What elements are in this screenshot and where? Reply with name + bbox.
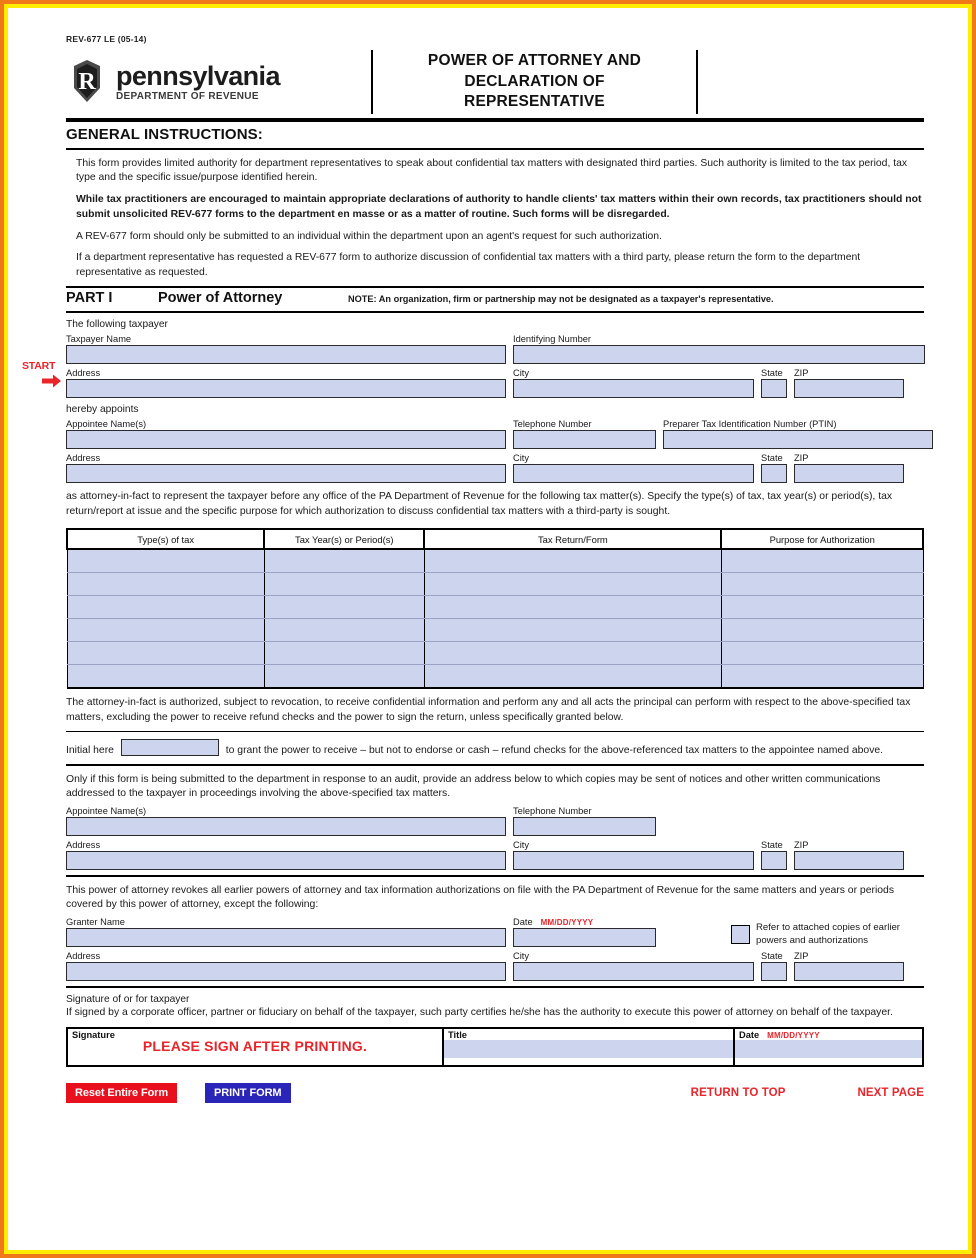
granter-address-row — [66, 951, 924, 981]
form-code: REV-677 LE (05-14) — [66, 34, 147, 44]
signature-date-input[interactable] — [735, 1040, 922, 1058]
cell-purpose[interactable] — [721, 573, 923, 596]
granter-date-format: MM/DD/YYYY — [540, 918, 594, 928]
appointee-telephone-label: Telephone Number — [513, 418, 592, 429]
audit-zip-input[interactable] — [794, 851, 904, 870]
granter-address-label: Address — [66, 951, 101, 962]
form-title — [371, 50, 698, 114]
signature-top-rule — [66, 986, 924, 988]
refer-attached-checkbox[interactable] — [731, 925, 750, 944]
granter-state-field — [761, 951, 787, 981]
audit-name-row — [66, 806, 924, 836]
taxpayer-zip-input[interactable] — [794, 379, 904, 398]
audit-appointee-name-label: Appointee Name(s) — [66, 806, 147, 817]
agency-logo — [66, 50, 371, 114]
print-form-button[interactable]: PRINT FORM — [205, 1083, 290, 1103]
appointee-address-row — [66, 453, 924, 483]
title-label: Title — [448, 1030, 467, 1041]
initial-section — [20, 739, 956, 759]
audit-address-field — [66, 840, 506, 870]
appointee-state-label: State — [761, 452, 783, 463]
cell-purpose[interactable] — [721, 619, 923, 642]
cell-tax-year[interactable] — [264, 549, 424, 573]
appointee-ptin-input[interactable] — [663, 430, 933, 449]
granter-city-label: City — [513, 951, 530, 962]
form-header — [20, 50, 956, 114]
refer-attached-checkbox-group — [731, 922, 924, 947]
appointee-state-input[interactable] — [761, 464, 787, 483]
part1-bottom-rule — [66, 311, 924, 313]
granter-date-field — [513, 917, 656, 947]
taxpayer-lead-in: The following taxpayer — [66, 318, 168, 330]
audit-address-label: Address — [66, 840, 101, 851]
table-header-row — [67, 529, 923, 549]
table-row — [67, 573, 923, 596]
audit-zip-field — [794, 840, 904, 870]
return-to-top-link[interactable]: RETURN TO TOP — [690, 1087, 786, 1100]
cell-purpose[interactable] — [721, 665, 923, 689]
start-marker — [20, 360, 66, 393]
taxpayer-identifying-number-field — [513, 334, 925, 364]
audit-telephone-field — [513, 806, 656, 836]
taxpayer-address-input[interactable] — [66, 379, 506, 398]
instruction-paragraph: If a department representative has requested a REV-677 form to authorize discussion of confidential tax matters with a third party, please return the form to the department representative as requested. — [76, 252, 861, 279]
column-header-tax-return-form: Tax Return/Form — [424, 529, 721, 549]
appointee-address-label: Address — [66, 452, 101, 463]
cell-tax-year[interactable] — [264, 596, 424, 619]
taxpayer-identifying-number-label: Identifying Number — [513, 333, 592, 344]
svg-text:R: R — [78, 69, 96, 95]
cell-tax-year[interactable] — [264, 619, 424, 642]
part1-section — [20, 290, 956, 306]
taxpayer-name-field — [66, 334, 506, 364]
appointee-zip-label: ZIP — [794, 452, 809, 463]
pa-keystone-icon — [66, 60, 108, 104]
taxpayer-state-label: State — [761, 367, 783, 378]
appointee-address-field — [66, 453, 506, 483]
page-inner-border — [4, 4, 972, 1254]
appointee-name-input[interactable] — [66, 430, 506, 449]
taxpayer-address-field — [66, 368, 506, 398]
audit-instruction: Only if this form is being submitted to the department in response to an audit, provide an address below to which copies may be sent of notices and other written communications addressed to the taxpayer in proceedings involving the above-specified tax matters. — [66, 773, 881, 800]
revokes-top-rule — [66, 875, 924, 877]
signature-row — [67, 1028, 923, 1066]
revokes-text: This power of attorney revokes all earlier powers of attorney and tax information authorizations on file with the PA Department of Revenue for the same matters and years or periods covered by this power of attorney, except the following: — [66, 884, 895, 911]
granter-name-label: Granter Name — [66, 917, 125, 928]
taxpayer-state-field — [761, 368, 787, 398]
granter-zip-label: ZIP — [794, 951, 809, 962]
audit-city-label: City — [513, 840, 530, 851]
granter-city-field — [513, 951, 754, 981]
taxpayer-identifying-number-input[interactable] — [513, 345, 925, 364]
cell-tax-year[interactable] — [264, 665, 424, 689]
audit-address-input[interactable] — [66, 851, 506, 870]
cell-purpose[interactable] — [721, 596, 923, 619]
taxpayer-city-label: City — [513, 367, 530, 378]
initial-here-input[interactable] — [121, 739, 219, 756]
instruction-paragraph: While tax practitioners are encouraged to maintain appropriate declarations of authority to handle clients' tax matters within their own records, tax practitioners should not submit unsolicited REV-677 forms to the department en masse or as a matter of routine. Such forms will be disregarded. — [76, 194, 922, 220]
granter-name-row — [66, 917, 924, 947]
general-instructions-heading: GENERAL INSTRUCTIONS: — [66, 126, 263, 143]
audit-top-rule — [66, 764, 924, 766]
taxpayer-address-row — [66, 368, 924, 398]
column-header-tax-year: Tax Year(s) or Period(s) — [264, 529, 424, 549]
cell-tax-year[interactable] — [264, 642, 424, 665]
part1-name: Power of Attorney — [158, 290, 283, 307]
cell-tax-return-form[interactable] — [424, 642, 721, 665]
part1-label: PART I — [66, 290, 113, 307]
audit-zip-label: ZIP — [794, 840, 809, 851]
granter-date-label: Date — [513, 917, 533, 928]
signature-cell[interactable] — [67, 1028, 443, 1066]
cell-tax-return-form[interactable] — [424, 549, 721, 573]
part1-top-rule — [66, 286, 924, 289]
taxpayer-zip-field — [794, 368, 904, 398]
table-row — [67, 549, 923, 573]
taxpayer-city-input[interactable] — [513, 379, 754, 398]
revocation-note: The attorney-in-fact is authorized, subject to revocation, to receive confidential information and perform any and all acts the principal can perform with respect to the above-specified tax matters, excluding the power to receive refund checks and the power to sign the return, unless specifically granted below. — [66, 697, 911, 724]
cell-type-of-tax[interactable] — [67, 596, 264, 619]
audit-appointee-name-field — [66, 806, 506, 836]
granter-state-input[interactable] — [761, 962, 787, 981]
cell-tax-return-form[interactable] — [424, 573, 721, 596]
granter-section — [20, 884, 956, 982]
reset-entire-form-button[interactable]: Reset Entire Form — [66, 1083, 177, 1103]
instruction-paragraph: A REV-677 form should only be submitted to an individual within the department upon an agent's request for such authorization. — [76, 230, 662, 242]
form-footer — [20, 1083, 956, 1103]
signature-date-label: Date — [739, 1030, 760, 1041]
audit-address-row — [66, 840, 924, 870]
appointee-ptin-label: Preparer Tax Identification Number (PTIN) — [663, 418, 837, 429]
tax-matters-body — [67, 549, 923, 688]
audit-telephone-input[interactable] — [513, 817, 656, 836]
cell-tax-year[interactable] — [264, 573, 424, 596]
granter-zip-input[interactable] — [794, 962, 904, 981]
appointee-address-input[interactable] — [66, 464, 506, 483]
appointee-ptin-field — [663, 419, 933, 449]
granter-name-field — [66, 917, 506, 947]
hereby-appoints-text: hereby appoints — [66, 403, 139, 415]
cell-type-of-tax[interactable] — [67, 665, 264, 689]
taxpayer-city-field — [513, 368, 754, 398]
granter-city-input[interactable] — [513, 962, 754, 981]
taxpayer-section — [20, 319, 956, 726]
cell-purpose[interactable] — [721, 549, 923, 573]
granter-date-label-wrap — [513, 917, 656, 927]
header-spacer — [698, 50, 924, 114]
cell-type-of-tax[interactable] — [67, 549, 264, 573]
appointee-name-row — [66, 419, 924, 449]
granter-zip-field — [794, 951, 904, 981]
cell-tax-return-form[interactable] — [424, 665, 721, 689]
part1-note: NOTE: An organization, firm or partnership may not be designated as a taxpayer's representative. — [348, 294, 774, 305]
taxpayer-name-row — [66, 334, 924, 364]
signature-note: If signed by a corporate officer, partner or fiduciary on behalf of the taxpayer, such party certifies he/she has the authority to execute this power of attorney on behalf of the taxpayer. — [66, 1006, 893, 1018]
start-label: START — [22, 360, 56, 372]
appointee-zip-field — [794, 453, 904, 483]
cell-tax-return-form[interactable] — [424, 596, 721, 619]
title-input[interactable] — [444, 1040, 733, 1058]
header-divider — [66, 118, 924, 122]
initial-here-row — [66, 739, 924, 759]
audit-appointee-name-input[interactable] — [66, 817, 506, 836]
general-instructions-body — [20, 157, 956, 281]
table-row — [67, 619, 923, 642]
tax-matters-table — [66, 528, 924, 689]
granter-state-label: State — [761, 951, 783, 962]
refer-attached-label: Refer to attached copies of earlier powers and authorizations — [756, 922, 900, 946]
granter-address-field — [66, 951, 506, 981]
column-header-type-of-tax: Type(s) of tax — [67, 529, 264, 549]
granter-address-input[interactable] — [66, 962, 506, 981]
column-header-purpose: Purpose for Authorization — [721, 529, 923, 549]
form-title-line1: POWER OF ATTORNEY AND — [427, 52, 642, 70]
initial-here-suffix: to grant the power to receive – but not to endorse or cash – refund checks for the above-referenced tax matters to the appointee named above. — [225, 745, 884, 757]
appointee-city-field — [513, 453, 754, 483]
audit-city-input[interactable] — [513, 851, 754, 870]
initial-here-prefix: Initial here — [66, 745, 114, 757]
audit-city-field — [513, 840, 754, 870]
appointee-name-field — [66, 419, 506, 449]
instruction-paragraph: This form provides limited authority for department representatives to speak about confidential tax matters with designated third parties. Such authority is limited to the tax period, tax type and the specific issue/purpose identified herein. — [76, 157, 908, 184]
taxpayer-state-input[interactable] — [761, 379, 787, 398]
taxpayer-name-input[interactable] — [66, 345, 506, 364]
appointee-name-label: Appointee Name(s) — [66, 418, 147, 429]
part1-heading — [66, 290, 924, 306]
signature-date-label-wrap — [735, 1029, 922, 1040]
cell-type-of-tax[interactable] — [67, 642, 264, 665]
agency-name: pennsylvania — [116, 60, 280, 91]
table-row — [67, 596, 923, 619]
signature-heading: Signature of or for taxpayer — [66, 993, 190, 1005]
granter-date-input[interactable] — [513, 928, 656, 947]
audit-state-input[interactable] — [761, 851, 787, 870]
signature-notice: PLEASE SIGN AFTER PRINTING. — [142, 1038, 368, 1055]
date-cell-sig[interactable] — [734, 1028, 923, 1066]
cell-type-of-tax[interactable] — [67, 573, 264, 596]
red-right-arrow-icon — [20, 374, 66, 393]
appointee-telephone-input[interactable] — [513, 430, 656, 449]
audit-telephone-label: Telephone Number — [513, 806, 592, 817]
form-title-line2: DECLARATION OF — [464, 72, 605, 90]
instructions-top-rule — [66, 148, 924, 150]
title-cell-sig[interactable] — [443, 1028, 734, 1066]
initial-top-rule — [66, 731, 924, 733]
appointee-telephone-field — [513, 419, 656, 449]
audit-state-label: State — [761, 840, 783, 851]
appointee-city-input[interactable] — [513, 464, 754, 483]
authority-text: as attorney-in-fact to represent the taxpayer before any office of the PA Department of Revenue for the following tax matter(s). Specify the type(s) of tax, tax year(s) or period(s), tax return/report at issue and the specific purpose for which authorization to discuss confidential tax matters with a third-party is sought. — [66, 490, 893, 517]
next-page-link[interactable]: NEXT PAGE — [857, 1087, 924, 1100]
table-row — [67, 665, 923, 689]
audit-section — [20, 773, 956, 871]
signature-label: Signature — [72, 1030, 115, 1041]
cell-tax-return-form[interactable] — [424, 619, 721, 642]
table-row — [67, 642, 923, 665]
agency-department: DEPARTMENT OF REVENUE — [116, 90, 259, 102]
appointee-state-field — [761, 453, 787, 483]
signature-table — [66, 1027, 924, 1067]
taxpayer-name-label: Taxpayer Name — [66, 333, 132, 344]
granter-name-input[interactable] — [66, 928, 506, 947]
taxpayer-address-label: Address — [66, 367, 101, 378]
signature-date-format: MM/DD/YYYY — [767, 1031, 820, 1041]
cell-purpose[interactable] — [721, 642, 923, 665]
audit-state-field — [761, 840, 787, 870]
form-sheet — [20, 8, 956, 1250]
taxpayer-zip-label: ZIP — [794, 367, 809, 378]
signature-section — [20, 994, 956, 1068]
appointee-zip-input[interactable] — [794, 464, 904, 483]
form-title-line3: REPRESENTATIVE — [464, 93, 605, 111]
cell-type-of-tax[interactable] — [67, 619, 264, 642]
appointee-city-label: City — [513, 452, 530, 463]
